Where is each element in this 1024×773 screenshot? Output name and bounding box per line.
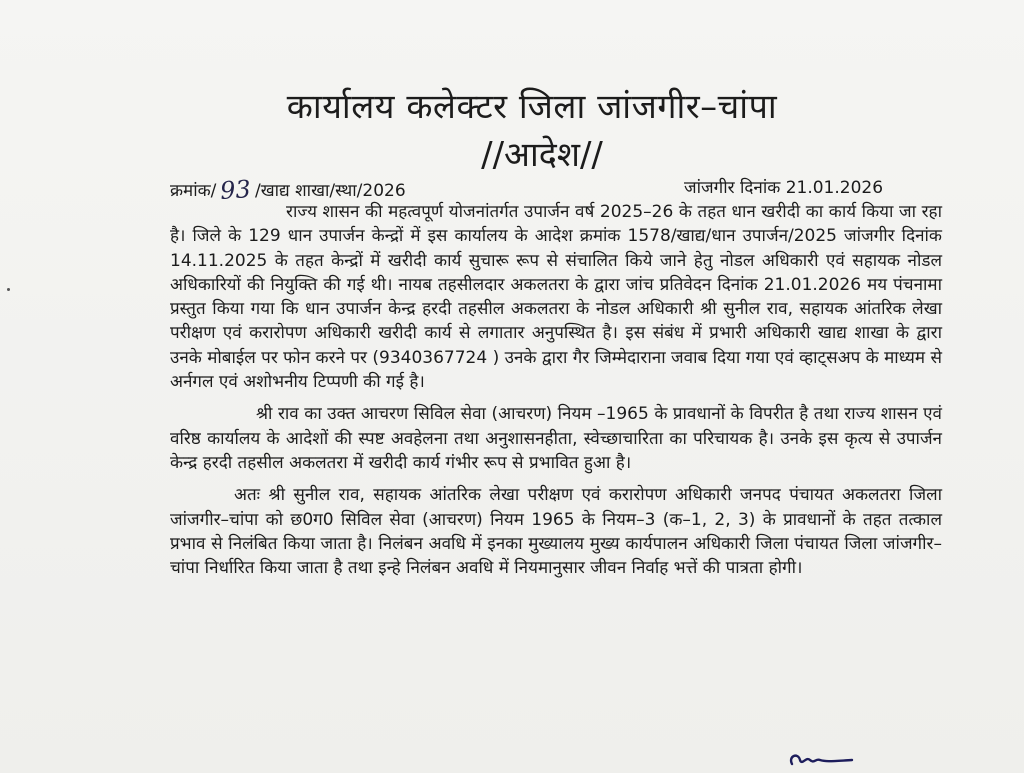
paragraph-1: राज्य शासन की महत्वपूर्ण योजनांतर्गत उपार्जन वर्ष 2025–26 के तहत धान खरीदी का कार्य किया जा रहा है। जिले के 129 धान उपार्जन केन्द्रों में इस कार्यालय के आदेश क्रमांक 1578/खाद्य/धान उपार्जन/2025 जांजगीर दिनांक 14.11.2025 के तहत केन्द्रों में खरीदी कार्य सुचारू रूप से संचालित किये जाने हेतु नोडल अधिकारी एवं सहायक नोडल अधिकारियों की नियुक्ति की गई थी। नायब तहसीलदार अकलतरा के द्वारा जांच प्रतिवेदन दिनांक 21.01.2026 मय पंचनामा प्रस्तुत किया गया कि धान उपार्जन केन्द्र हरदी तहसील अकलतरा के नोडल अधिकारी श्री सुनील राव, सहायक आंतरिक लेखा परीक्षण एवं करारोपण अधिकारी खरीदी कार्य से लगातार अनुपस्थित है। इस संबंध में प्रभारी अधिकारी खाद्य शाखा के द्वारा उनके मोबाईल पर फोन करने पर (9340367724 ) उनके द्वारा गैर जिम्मेदाराना जवाब दिया गया एवं व्हाट्सअप के माध्यम से अर्नगल एवं अशोभनीय टिप्पणी की गई है।: [170, 202, 942, 393]
paragraph-2: श्री राव का उक्त आचरण सिविल सेवा (आचरण) नियम –1965 के प्रावधानों के विपरीत है तथा राज्य शासन एवं वरिष्ठ कार्यालय के आदेशों की स्पष्ट अवहेलना तथा अनुशासनहीता, स्वेच्छाचारिता का परिचायक है। उनके इस कृत्य से उपार्जन केन्द्र हरदी तहसील अकलतरा में खरीदी कार्य गंभीर रूप से प्रभावित हुआ है।: [170, 404, 942, 473]
signature-mark: [786, 742, 856, 772]
place-date: जांजगीर दिनांक 21.01.2026: [684, 178, 884, 198]
office-title: कार्यालय कलेक्टर जिला जांजगीर–चांपा: [286, 87, 778, 127]
reference-suffix: /खाद्य शाखा/स्था/2026: [254, 181, 406, 201]
handwritten-number: 93: [219, 174, 253, 206]
reference-prefix: क्रमांक/: [170, 181, 217, 201]
reference-number: [170, 174, 406, 206]
order-body: [170, 200, 942, 580]
order-heading: //आदेश//: [481, 135, 603, 175]
paragraph-3: अतः श्री सुनील राव, सहायक आंतरिक लेखा परीक्षण एवं करारोपण अधिकारी जनपद पंचायत अकलतरा जिला जांजगीर–चांपा को छ0ग0 सिविल सेवा (आचरण) नियम 1965 के नियम–3 (क–1, 2, 3) के प्रावधानों के तहत तत्काल प्रभाव से निलंबित किया जाता है। निलंबन अवधि में इनका मुख्यालय मुख्य कार्यपालन अधिकारी जिला पंचायत जिला जांजगीर–चांपा निर्धारित किया जाता है तथा इन्हे निलंबन अवधि में नियमानुसार जीवन निर्वाह भत्तें की पात्रता होगी।: [170, 485, 942, 579]
scan-speck: [7, 288, 10, 291]
